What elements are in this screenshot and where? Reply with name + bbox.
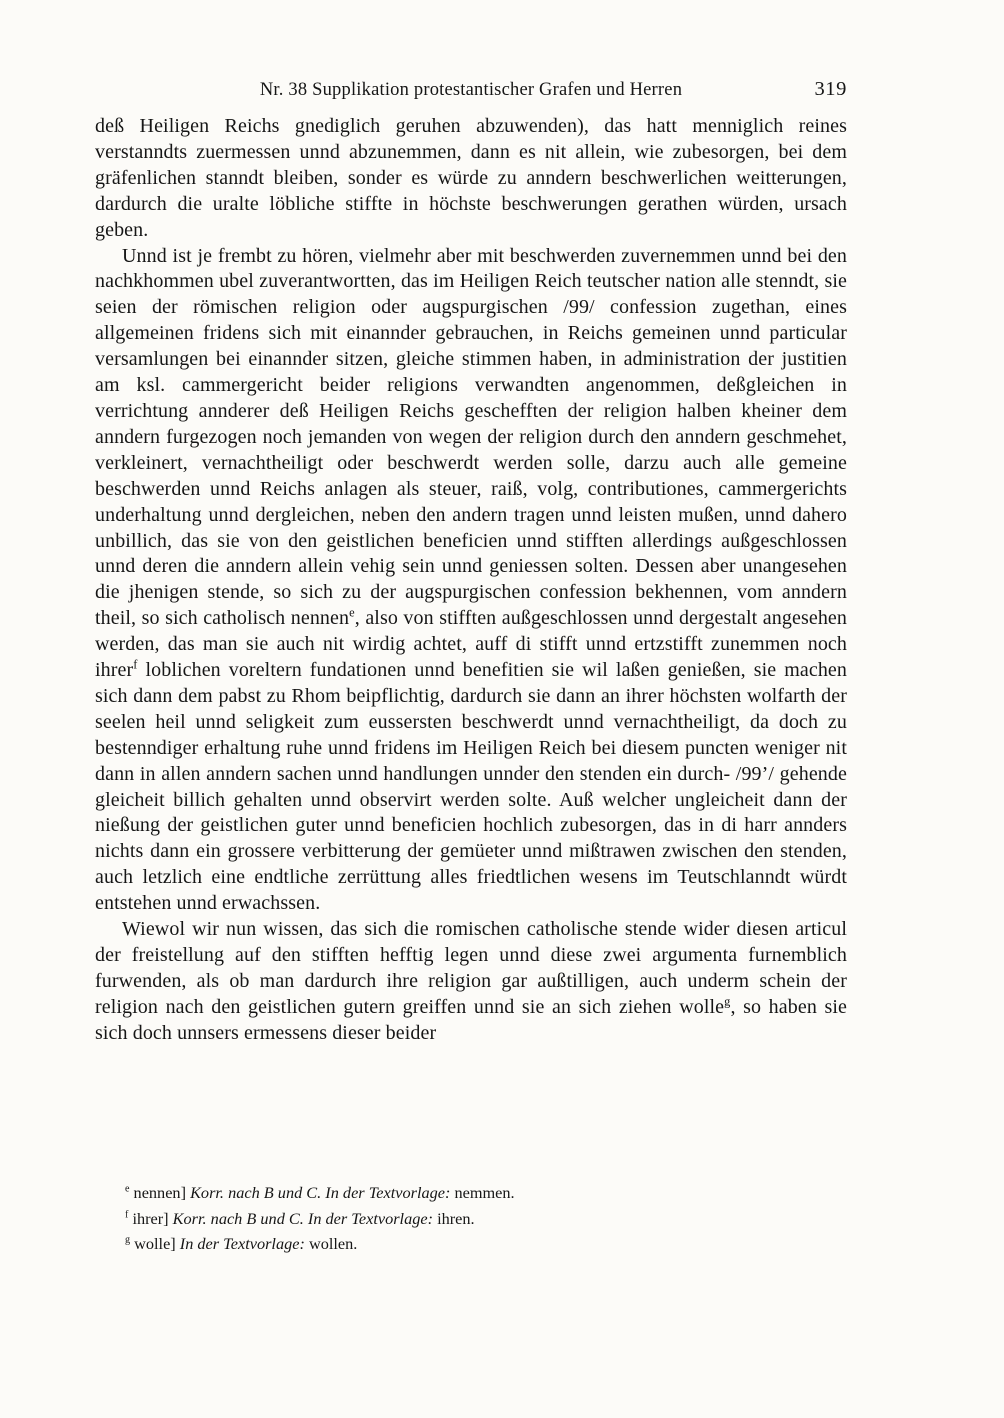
footnote-marker: e (125, 1183, 130, 1195)
text-run: nennen] (129, 1183, 191, 1202)
page-number: 319 (814, 78, 847, 100)
footnote (95, 1231, 847, 1257)
paragraph (95, 114, 847, 244)
footnote (95, 1180, 847, 1206)
text-run: , also von stifften außgeschlossen unnd dergestalt angesehen werden, das man sie auch nit wirdig achtet, auff di stifft unnd ertzstifft zunemmen noch ihrer (95, 607, 848, 682)
text-run: loblichen voreltern fundationen unnd benefitien sie wil laßen genießen, sie machen sich dann dem pabst zu Rhom beipflichtig, dardurch sie dann an ihrer höchsten wolfarth der seelen heil unnd seligkeit zum eussersten beschwerdt unnd vernachtheiligt, da doch zu bestenndiger erhaltung ruhe unnd fridens im Heiligen Reich bei diesem puncten weniger nit dann in allen anndern sachen unnd handlungen unnder den stenden ein durch- /99’/ gehende gleicheit billich gehalten unnd observirt werden solte. Auß welcher ungleicheit dann der nießung der geistlichen guter unnd beneficien hochlich zubesorgen, das in di harr annders nichts dann ein grossere verbitterung der gemüeter unnd mißtrawen zwischen den stenden, auch letzlich eine endtliche zerrüttung alles friedtlichen wesens im Teutschlanndt würdt entstehen unnd erwachssen. (95, 659, 847, 915)
footnote-marker: f (125, 1209, 129, 1221)
text-run: Wiewol wir nun wissen, das sich die romischen catholische stende wider diesen articul der freistellung auf den stifften hefftig legen unnd diese zwei argumenta furnemblich furwenden, als ob man dardurch ihre religion gar außtilligen, auch underm schein der religion nach den geistlichen gutern greiffen unnd sie an sich ziehen wolle (95, 918, 847, 1018)
footnote-marker: g (125, 1234, 131, 1246)
chapter-header: Nr. 38 Supplikation protestantischer Grafen und Herren (259, 80, 683, 100)
text-run: ihren. (433, 1208, 475, 1228)
footnote-marker: g (724, 994, 731, 1009)
italic-text: Korr. nach B und C. In der Textvorlage: (190, 1183, 451, 1202)
text-run: nemmen. (450, 1183, 515, 1202)
text-run: ihrer] (128, 1208, 173, 1228)
footnote-marker: f (133, 657, 138, 672)
italic-text: In der Textvorlage: (179, 1234, 305, 1253)
text-run: wollen. (304, 1234, 358, 1253)
italic-text: Korr. nach B und C. In der Textvorlage: (172, 1208, 434, 1228)
paragraph (95, 244, 847, 918)
footnotes (95, 1180, 847, 1257)
text-run: deß Heiligen Reichs gnediglich geruhen abzuwenden), das hatt menniglich reines verstanndts zuermessen unnd abzunemmen, dann es nit allein, wie zubesorgen, bei dem gräfenlichen stanndt bleiben, sonder es würde zu anndern beschwerlichen weitterungen, dardurch die uralte löbliche stiffte in höchste beschwerungen gerathen würden, ursach geben. (95, 115, 847, 241)
running-head (95, 80, 847, 106)
paragraph (95, 917, 847, 1047)
text-run: wolle] (130, 1234, 180, 1253)
body-text (95, 114, 847, 1047)
text-run: Unnd ist je frembt zu hören, vielmehr aber mit beschwerden zuvernemmen unnd bei den nachkhommen ubel zuverantwortten, das im Heiligen Reich teutscher nation alle stenndt, sie seien der römischen religion oder augspurgischen /99/ confession zugethan, eines allgemeinen fridens sich mit einannder gebrauchen, in Reichs gemeinen unnd particular versamlungen bei einannder sitzen, gleiche stimmen haben, in administration der justitien am ksl. cammergericht beider religions verwandten angenommen, deßgleichen in verrichtung annderer deß Heiligen Reichs geschefften der religion halben kheiner dem anndern furgezogen noch jemanden von wegen der religion durch den anndern geschmehet, verkleinert, vernachtheiligt oder beschwerdt werden solle, darzu auch alle gemeine beschwerden unnd Reichs anlagen als steuer, raiß, volg, contributiones, cammergerichts underhaltung unnd dergleichen, neben den andern tragen unnd leisten mußen, unnd dahero unbillich, das sie von den geistlichen beneficien unnd stifften allerdings außgeschlossen unnd deren die anndern allein vehig sein unnd geniessen solten. Dessen aber unangesehen die jhenigen stende, so sich zu der augspurgischen confession bekhennen, vom anndern theil, so sich catholisch nennen (95, 244, 847, 630)
footnote (95, 1206, 847, 1232)
text-run: , so haben sie sich doch unnsers ermessens dieser beider (95, 995, 848, 1044)
footnote-marker: e (349, 605, 355, 620)
